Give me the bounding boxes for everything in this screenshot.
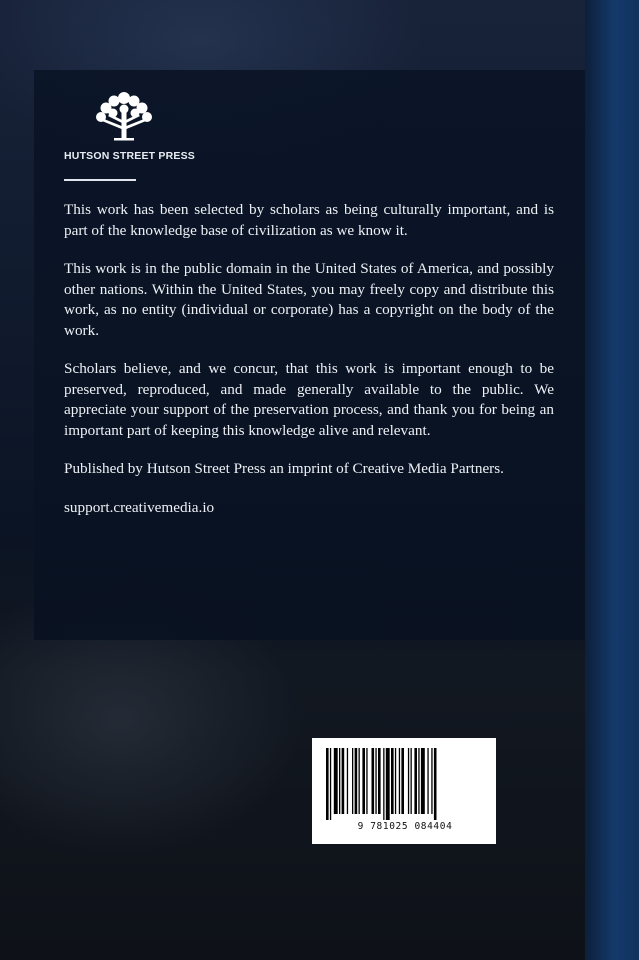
blurb-text (64, 200, 554, 518)
publisher-logo (64, 88, 195, 162)
isbn-number: 9 781025 084404 (357, 821, 453, 832)
paragraph-scholars-believe: Scholars believe, and we concur, that this work is important enough to be preserved, reproduced, and made generally available to the public. We appreciate your support of the preservation process, and thank you for being an important part of keeping this knowledge alive and relevant. (64, 360, 554, 439)
paragraph-published-by: Published by Hutson Street Press an imprint of Creative Media Partners. (64, 460, 504, 477)
support-url: support.creativemedia.io (64, 498, 215, 516)
isbn-barcode (312, 738, 496, 844)
paragraph-public-domain: This work is in the public domain in the United States of America, and possibly other nations. Within the United States, you may freely copy and distribute this work, as no entity (individual or corporate) has a copyright on the body of the work. (64, 260, 554, 339)
barcode-icon (324, 748, 484, 820)
paragraph-selected-by-scholars: This work has been selected by scholars as being culturally important, and is part of the knowledge base of civilization as we know it. (64, 201, 554, 239)
tree-icon (88, 88, 160, 144)
publisher-name: HUTSON STREET PRESS (64, 150, 195, 162)
spine-edge (585, 0, 639, 960)
divider-rule (64, 179, 136, 181)
